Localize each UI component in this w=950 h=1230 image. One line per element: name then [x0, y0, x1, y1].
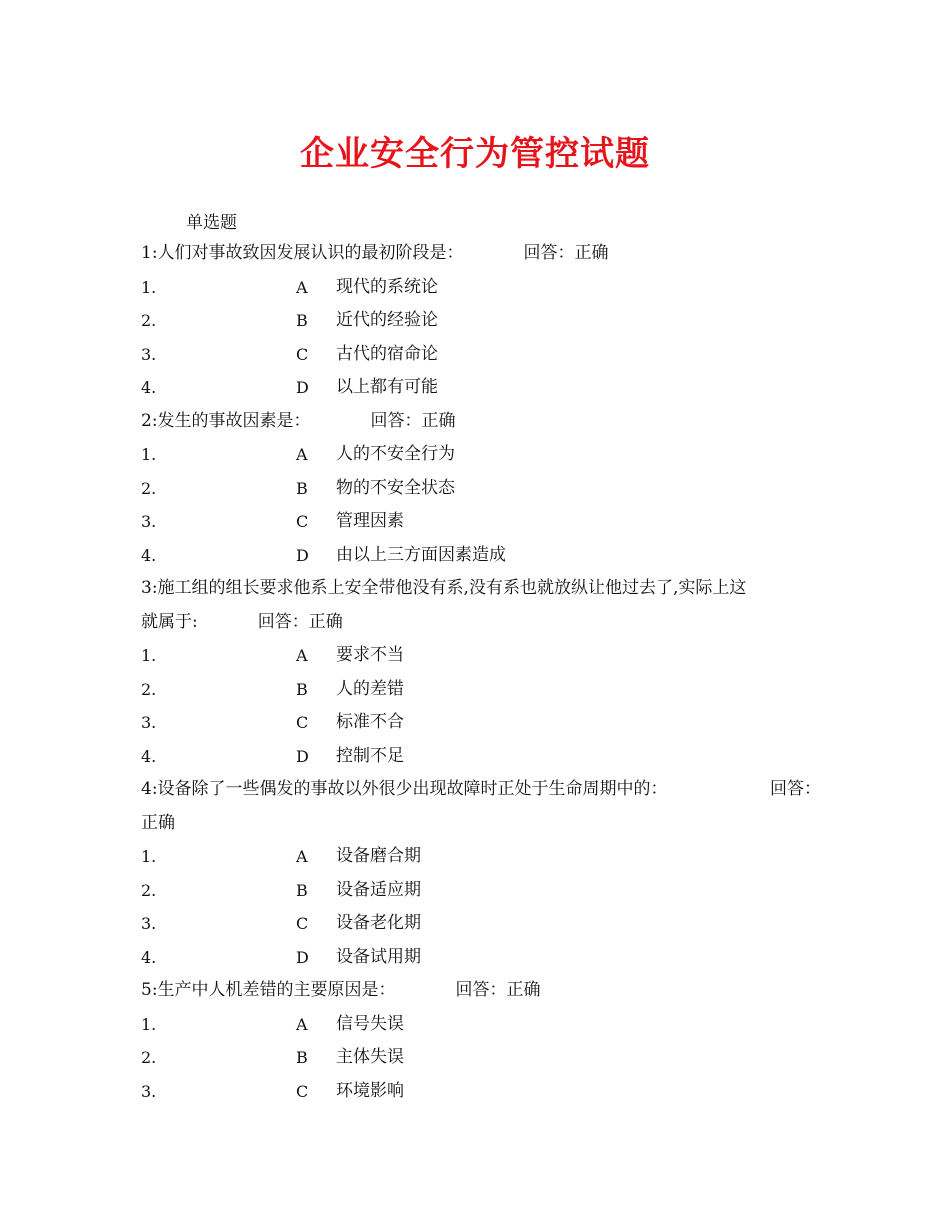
option-row[interactable] [141, 639, 831, 673]
option-number: 4. [141, 746, 157, 766]
option-row[interactable] [141, 1041, 831, 1075]
option-letter: D [296, 545, 309, 565]
option-number: 2. [141, 1048, 157, 1067]
option-row[interactable] [141, 706, 831, 740]
answer-status: 回答：正确 [455, 980, 541, 1000]
answer-status: 回答：正确 [523, 243, 609, 263]
option-letter: C [296, 512, 309, 531]
question-stem: 1:人们对事故致因发展认识的最初阶段是： [141, 243, 464, 263]
option-number: 3. [141, 914, 157, 933]
option-text: 要求不当 [336, 645, 404, 665]
option-text: 设备磨合期 [336, 846, 421, 866]
option-text: 近代的经验论 [336, 310, 438, 330]
option-number: 2. [141, 880, 157, 900]
option-row[interactable] [141, 505, 831, 539]
option-letter: B [296, 679, 308, 699]
option-number: 1. [141, 277, 157, 297]
option-row[interactable] [141, 1008, 831, 1042]
option-text: 信号失误 [336, 1013, 404, 1034]
option-row[interactable] [141, 539, 831, 573]
option-letter: A [296, 646, 308, 665]
option-row[interactable] [141, 941, 831, 975]
option-letter: B [296, 1048, 308, 1067]
option-row[interactable] [141, 673, 831, 707]
answer-label: 回答： [770, 779, 821, 799]
option-row[interactable] [141, 740, 831, 774]
option-letter: D [296, 746, 309, 766]
option-row[interactable] [141, 472, 831, 506]
question-text [141, 405, 831, 439]
option-text: 设备试用期 [336, 946, 421, 967]
option-row[interactable] [141, 840, 831, 874]
question-text [141, 773, 821, 807]
option-number: 4. [141, 947, 157, 967]
option-number: 1. [141, 847, 157, 866]
option-row[interactable] [141, 907, 831, 941]
option-number: 2. [141, 311, 157, 330]
option-row[interactable] [141, 338, 831, 372]
option-number: 3. [141, 512, 157, 531]
question-stem: 就属于: [141, 611, 198, 632]
answer-status: 回答：正确 [257, 611, 343, 632]
question-text-line2 [141, 606, 831, 640]
option-number: 4. [141, 545, 157, 565]
answer-status: 正确 [141, 812, 175, 833]
option-letter: C [296, 1081, 309, 1101]
question-stem: 2:发生的事故因素是： [141, 410, 311, 431]
option-letter: C [296, 713, 309, 732]
option-number: 1. [141, 445, 157, 464]
question-stem: 5:生产中人机差错的主要原因是： [141, 980, 396, 1000]
option-number: 3. [141, 713, 157, 732]
question-text [141, 974, 831, 1008]
question-text [141, 237, 831, 271]
option-letter: B [296, 880, 308, 900]
option-row[interactable] [141, 304, 831, 338]
option-number: 1. [141, 646, 157, 665]
document-title: 企业安全行为管控试题 [300, 134, 650, 174]
option-row[interactable] [141, 271, 831, 305]
option-letter: A [296, 445, 308, 464]
option-number: 1. [141, 1014, 157, 1034]
option-text: 现代的系统论 [336, 276, 438, 297]
option-text: 主体失误 [336, 1047, 404, 1067]
option-row[interactable] [141, 874, 831, 908]
option-number: 3. [141, 344, 157, 364]
option-text: 物的不安全状态 [336, 477, 455, 498]
option-text: 设备老化期 [336, 913, 421, 933]
option-letter: A [296, 847, 308, 866]
option-text: 设备适应期 [336, 879, 421, 900]
section-heading: 单选题 [186, 213, 237, 233]
option-letter: B [296, 311, 308, 330]
option-number: 4. [141, 378, 157, 397]
option-letter: C [296, 344, 309, 364]
option-row[interactable] [141, 438, 831, 472]
question-list [141, 237, 831, 1108]
option-text: 环境影响 [336, 1080, 404, 1101]
option-letter: D [296, 947, 309, 967]
option-text: 古代的宿命论 [336, 343, 438, 364]
option-number: 3. [141, 1081, 157, 1101]
option-text: 管理因素 [336, 511, 404, 531]
option-text: 由以上三方面因素造成 [336, 544, 506, 565]
option-text: 人的差错 [336, 678, 404, 699]
option-number: 2. [141, 679, 157, 699]
option-text: 标准不合 [336, 712, 404, 732]
option-text: 以上都有可能 [336, 377, 438, 397]
option-text: 控制不足 [336, 745, 404, 766]
option-text: 人的不安全行为 [336, 444, 455, 464]
option-row[interactable] [141, 1075, 831, 1109]
question-text-line1: 3:施工组的组长要求他系上安全带他没有系,没有系也就放纵让他过去了,实际上这 [141, 578, 747, 598]
option-letter: C [296, 914, 309, 933]
question-stem: 4:设备除了一些偶发的事故以外很少出现故障时正处于生命周期中的： [141, 779, 668, 799]
option-row[interactable] [141, 371, 831, 405]
option-letter: D [296, 378, 309, 397]
option-letter: B [296, 478, 308, 498]
answer-status: 回答：正确 [370, 410, 456, 431]
option-letter: A [296, 277, 308, 297]
option-number: 2. [141, 478, 157, 498]
option-letter: A [296, 1014, 308, 1034]
